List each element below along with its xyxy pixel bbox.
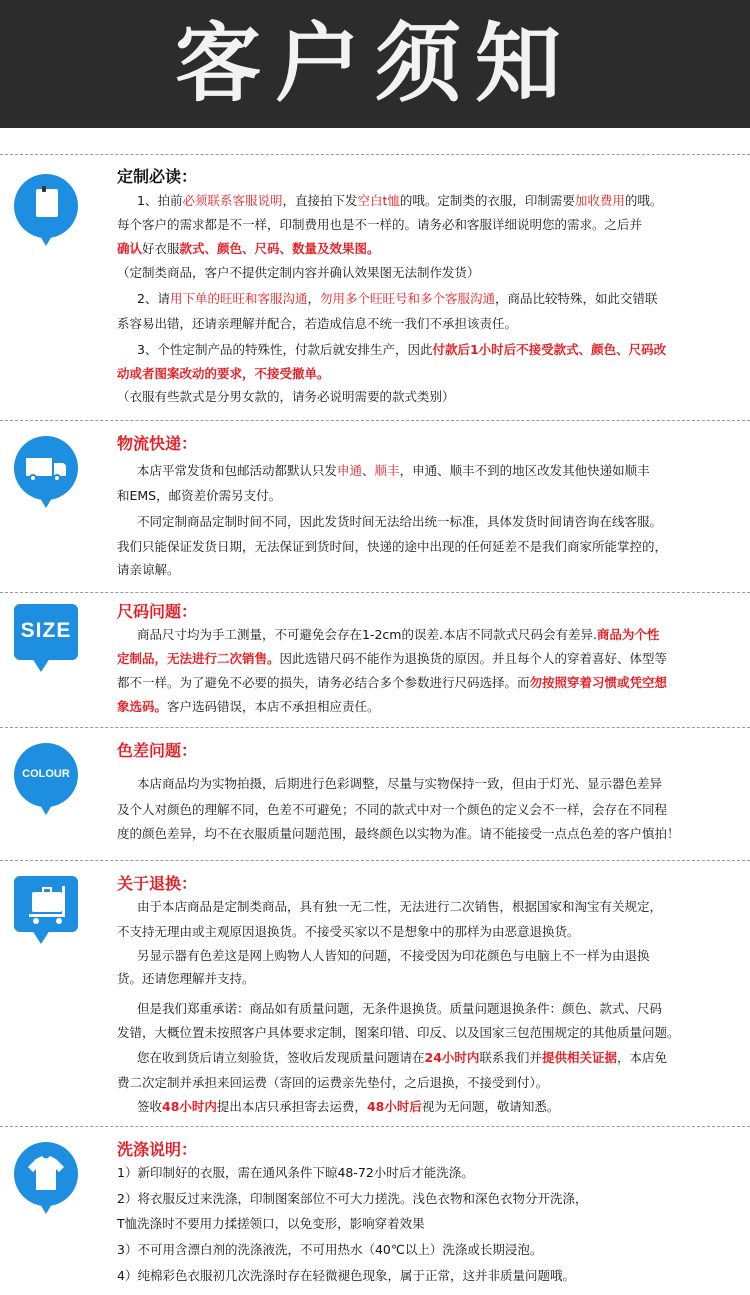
washing-line-5: 4）纯棉彩色衣服初几次洗涤时存在轻微褪色现象，属于正常，这并非质量问题哦。	[117, 1268, 575, 1283]
custom-line-7: 3、个性定制产品的特殊性，付款后就安排生产，因此付款后1小时后不接受款式、颜色、尺码改	[137, 342, 667, 357]
logistics-section	[0, 420, 750, 590]
color-line-3: 度的颜色差异，均不在衣服质量问题范围，最终颜色以实物为准。请不能接受一点点色差的客户慎拍！	[117, 826, 680, 841]
color-line-2: 及个人对颜色的理解不同，色差不可避免；不同的款式中对一个颜色的定义会不一样，会存在不同程	[117, 802, 668, 817]
custom-line-1: 1、拍前必须联系客服说明，直接拍下发空白t恤的哦。定制类的衣服，印制需要加收费用的哦。	[137, 193, 663, 208]
logistics-line-5: 请亲谅解。	[117, 562, 180, 577]
washing-line-3: T恤洗涤时不要用力揉搓领口，以免变形，影响穿着效果	[117, 1216, 425, 1231]
custom-line-3: 确认好衣服款式、颜色、尺码、数量及效果图。	[117, 241, 380, 256]
color-section	[0, 727, 750, 859]
size-line-4: 象选码。客户选码错误，本店不承担相应责任。	[117, 699, 380, 714]
returns-section	[0, 860, 750, 1122]
custom-line-2: 每个客户的需求都是不一样，印制费用也是不一样的。请务必和客服详细说明您的需求。之后并	[117, 217, 643, 232]
custom-line-4: （定制类商品，客户不提供定制内容并确认效果图无法制作发货）	[117, 265, 480, 280]
color-line-1: 本店商品均为实物拍摄，后期进行色彩调整，尽量与实物保持一致，但由于灯光、显示器色差异	[137, 776, 663, 791]
page-title: 客户须知	[175, 14, 575, 114]
custom-line-9: （衣服有些款式是分男女款的，请务必说明需要的款式类别）	[117, 389, 455, 404]
section-title: 物流快递：	[117, 434, 198, 453]
size-line-2: 定制品，无法进行二次销售。因此选错尺码不能作为退换货的原因。并且每个人的穿着喜好、体型等	[117, 651, 668, 666]
logistics-line-1: 本店平常发货和包邮活动都默认只发申通、顺丰，申通、顺丰不到的地区改发其他快递如顺丰	[137, 463, 650, 478]
section-title: 定制必读：	[117, 167, 198, 186]
washing-line-1: 1）新印制好的衣服，需在通风条件下晾48-72小时后才能洗涤。	[117, 1165, 474, 1180]
truck-icon	[14, 436, 78, 512]
custom-line-8: 动或者图案改动的要求，不接受撤单。	[117, 366, 330, 381]
washing-section	[0, 1126, 750, 1295]
colour-badge-icon: COLOUR	[14, 743, 78, 819]
custom-section	[0, 154, 750, 416]
returns-line-8: 费二次定制并承担来回运费（寄回的运费亲先垫付，之后退换，不接受到付）。	[117, 1075, 549, 1090]
logistics-line-3: 不同定制商品定制时间不同，因此发货时间无法给出统一标准，具体发货时间请咨询在线客服。	[137, 514, 663, 529]
returns-line-6: 发错，大概位置未按照客户具体要求定制，图案印错、印反、以及国家三包范围规定的其他质量问题。	[117, 1025, 680, 1040]
size-badge-icon: SIZE	[14, 604, 78, 680]
returns-line-9: 签收48小时内提出本店只承担寄去运费，48小时后视为无问题，敬请知悉。	[137, 1099, 560, 1114]
returns-line-1: 由于本店商品是定制类商品，具有独一无二性，无法进行二次销售，根据国家和淘宝有关规定，	[137, 899, 663, 914]
section-title: 洗涤说明：	[117, 1140, 198, 1159]
returns-line-5: 但是我们郑重承诺：商品如有质量问题，无条件退换货。质量问题退换条件：颜色、款式、尺码	[137, 1001, 663, 1016]
washing-line-2: 2）将衣服反过来洗涤，印制图案部位不可大力搓洗。浅色衣物和深色衣物分开洗涤，	[117, 1191, 588, 1206]
returns-line-7: 您在收到货后请立刻验货，签收后发现质量问题请在24小时内联系我们并提供相关证据，本店免	[137, 1050, 667, 1065]
custom-line-6: 系容易出错，还请亲理解并配合，若造成信息不统一我们不承担该责任。	[117, 316, 518, 331]
section-title: 尺码问题：	[117, 602, 198, 621]
page-header	[0, 0, 750, 128]
section-title: 色差问题：	[117, 741, 198, 760]
size-line-1: 商品尺寸均为手工测量，不可避免会存在1-2cm的误差.本店不同款式尺码会有差异.商品为个性	[137, 627, 660, 642]
custom-line-5: 2、请用下单的旺旺和客服沟通，勿用多个旺旺号和多个客服沟通，商品比较特殊，如此交错联	[137, 291, 658, 306]
size-line-3: 都不一样。为了避免不必要的损失，请务必结合多个参数进行尺码选择。而勿按照穿着习惯或凭空想	[117, 675, 668, 690]
section-title: 关于退换：	[117, 874, 198, 893]
size-section	[0, 592, 750, 726]
luggage-cart-icon	[14, 876, 78, 952]
returns-line-2: 不支持无理由或主观原因退换货。不接受买家以不是想象中的那样为由恶意退换货。	[117, 924, 580, 939]
tshirt-icon	[14, 1142, 78, 1218]
returns-line-3: 另显示器有色差这是网上购物人人皆知的问题，不接受因为印花颜色与电脑上不一样为由退换	[137, 948, 650, 963]
notice-icon	[14, 174, 78, 250]
returns-line-4: 货。还请您理解并支持。	[117, 971, 255, 986]
logistics-line-2: 和EMS，邮资差价需另支付。	[117, 488, 282, 503]
washing-line-4: 3）不可用含漂白剂的洗涤液洗，不可用热水（40℃以上）洗涤或长期浸泡。	[117, 1242, 543, 1257]
logistics-line-4: 我们只能保证发货日期，无法保证到货时间，快递的途中出现的任何延差不是我们商家所能掌控的，	[117, 539, 668, 554]
